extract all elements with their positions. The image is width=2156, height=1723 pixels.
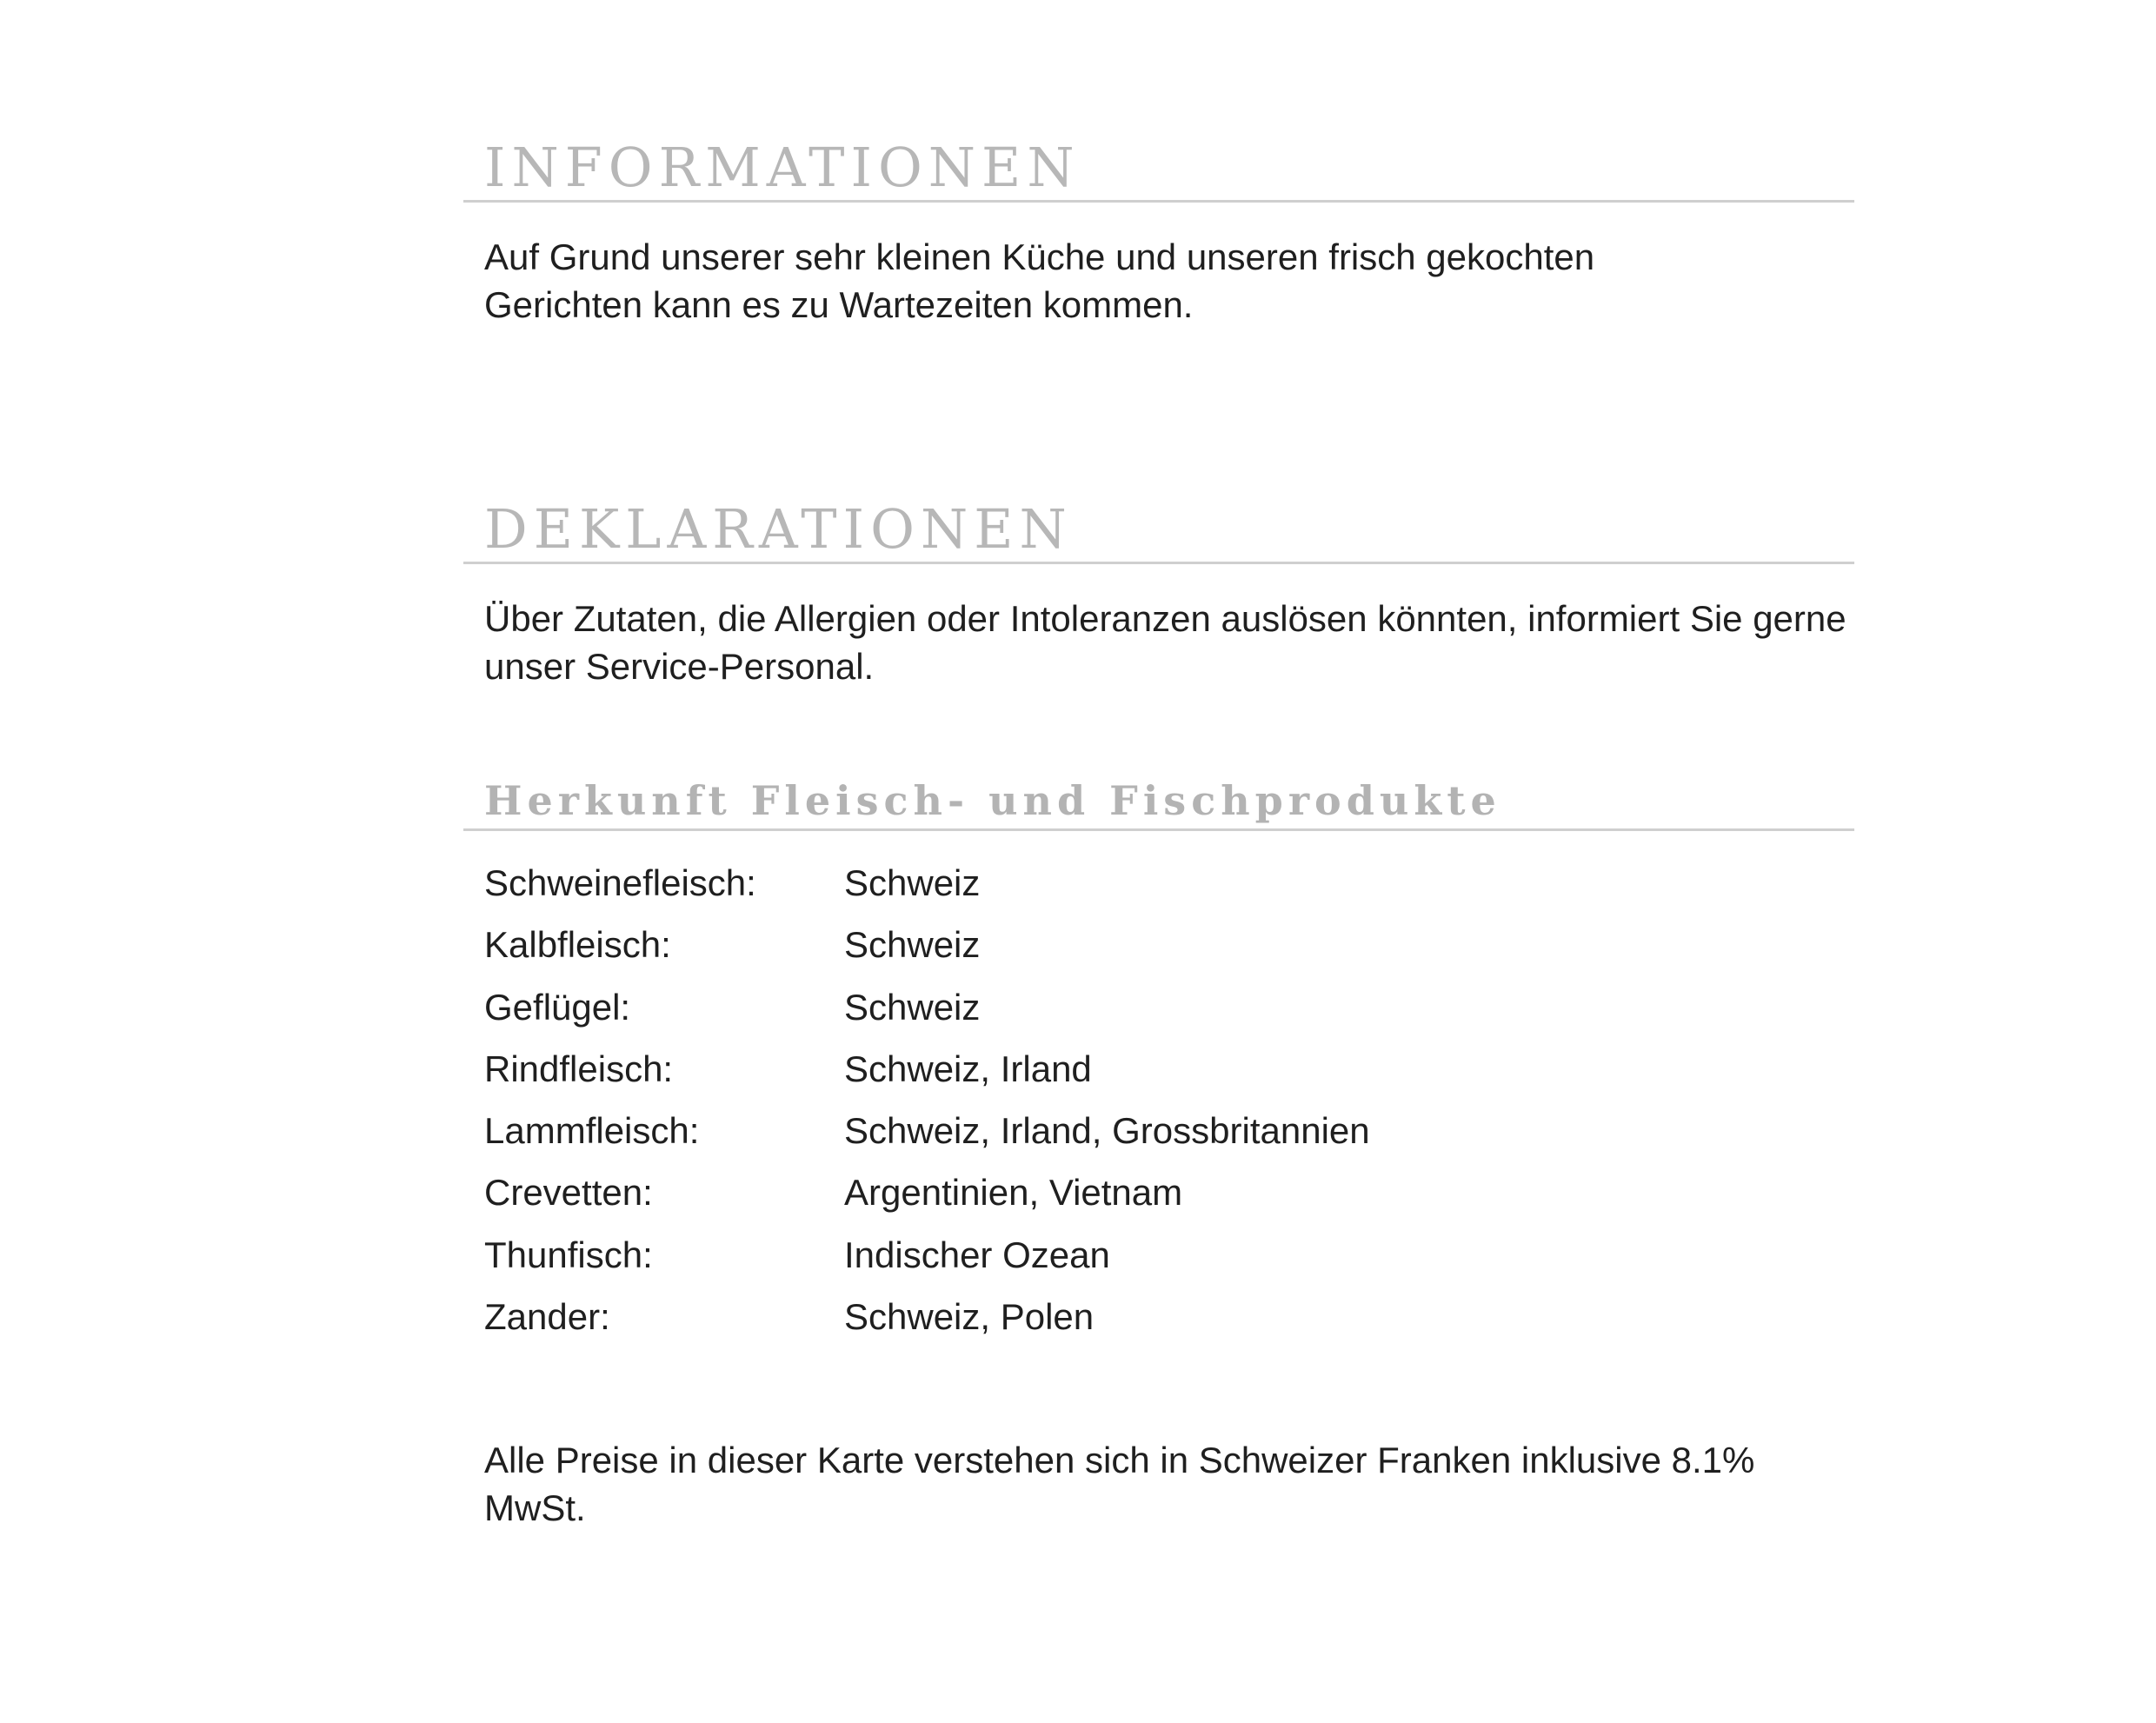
origin-row <box>484 1045 1370 1107</box>
deklarationen-divider <box>463 562 1854 564</box>
origin-label: Kalbfleisch: <box>484 924 671 966</box>
origin-label: Geflügel: <box>484 986 631 1028</box>
informationen-heading: INFORMATIONEN <box>484 136 1081 199</box>
origin-label: Lammfleisch: <box>484 1110 700 1152</box>
origin-value: Schweiz, Polen <box>844 1296 1095 1338</box>
origin-list <box>484 859 1370 1354</box>
origin-label: Thunfisch: <box>484 1234 653 1275</box>
deklarationen-heading: DEKLARATIONEN <box>484 497 1073 561</box>
origin-row <box>484 983 1370 1045</box>
origin-label: Rindfleisch: <box>484 1048 674 1089</box>
origin-label: Zander: <box>484 1296 610 1338</box>
deklarationen-text: Über Zutaten, die Allergien oder Intoleranzen auslösen könnten, informiert Sie gerne unser Service-Personal. <box>484 598 1847 687</box>
origin-label: Crevetten: <box>484 1172 653 1214</box>
origin-label: Schweinefleisch: <box>484 862 756 903</box>
herkunft-divider <box>463 828 1854 831</box>
origin-value: Argentinien, Vietnam <box>844 1172 1183 1214</box>
origin-value: Schweiz <box>844 862 981 903</box>
origin-row <box>484 921 1370 982</box>
origin-value: Schweiz <box>844 924 981 966</box>
origin-value: Indischer Ozean <box>844 1234 1110 1275</box>
herkunft-heading: Herkunft Fleisch- und Fischprodukte <box>484 777 1501 824</box>
origin-row <box>484 859 1370 921</box>
informationen-divider <box>463 200 1854 203</box>
price-note: Alle Preise in dieser Karte verstehen sich in Schweizer Franken inklusive 8.1% MwSt. <box>484 1440 1755 1528</box>
origin-row <box>484 1168 1370 1230</box>
origin-value: Schweiz <box>844 986 981 1028</box>
origin-row <box>484 1293 1370 1354</box>
origin-value: Schweiz, Irland <box>844 1048 1092 1089</box>
origin-row <box>484 1231 1370 1293</box>
informationen-text: Auf Grund unserer sehr kleinen Küche und unseren frisch gekochten Gerichten kann es zu Wartezeiten kommen. <box>484 236 1595 325</box>
origin-row <box>484 1107 1370 1168</box>
origin-value: Schweiz, Irland, Grossbritannien <box>844 1110 1370 1152</box>
